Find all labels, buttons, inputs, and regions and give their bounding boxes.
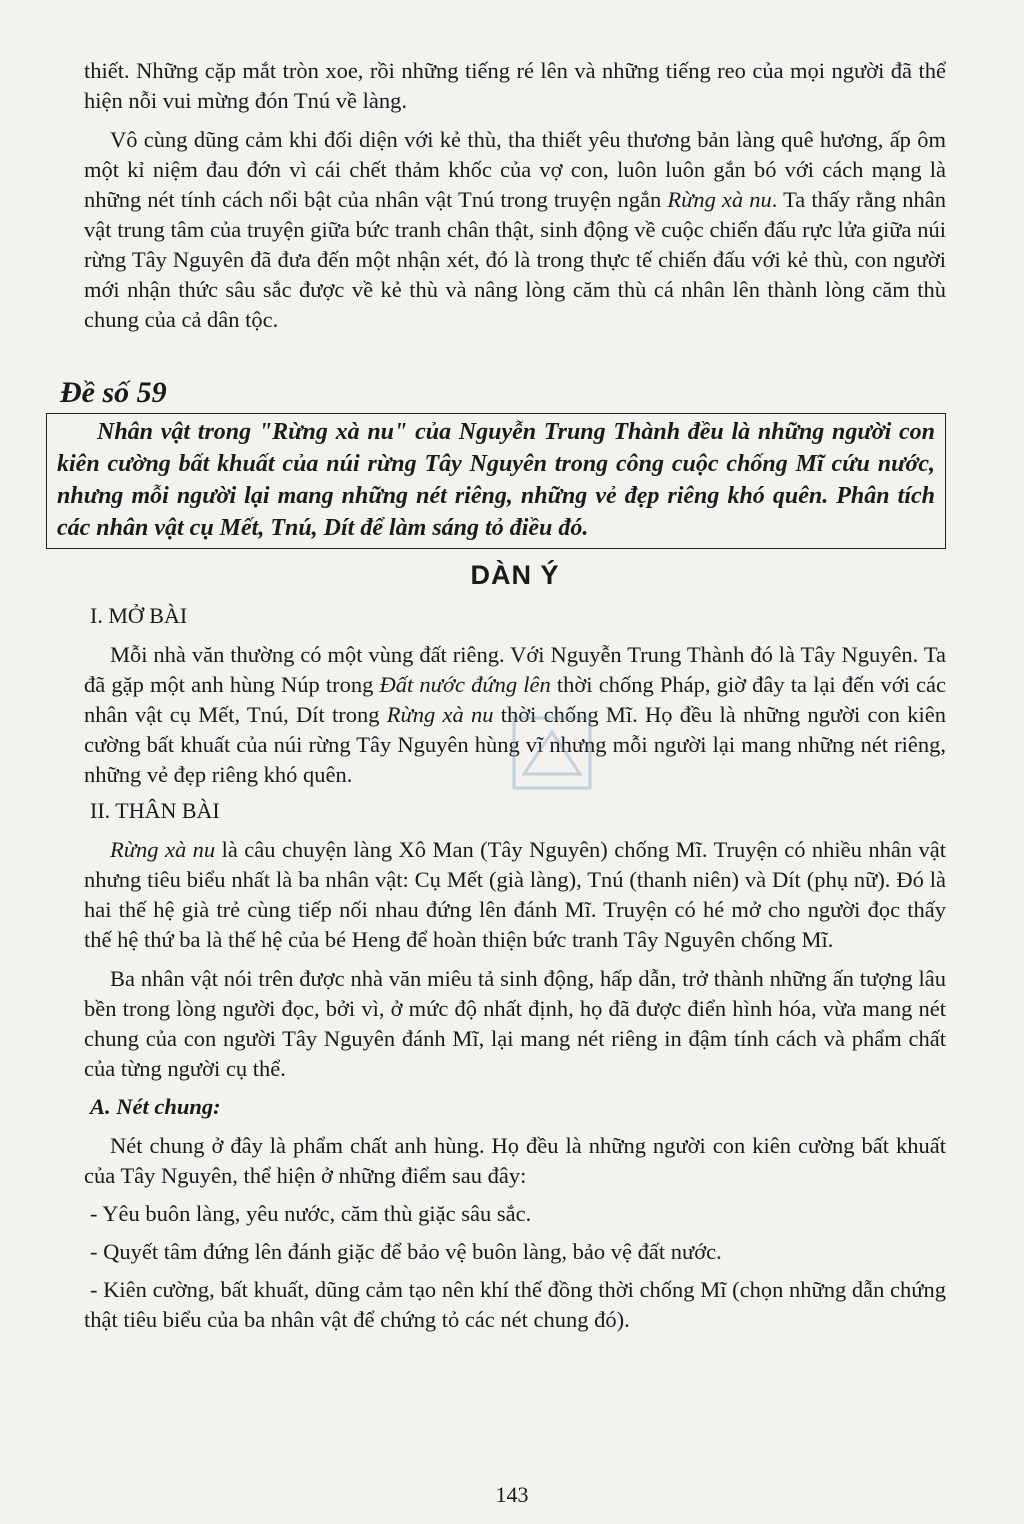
italic-title: Rừng xà nu bbox=[667, 187, 772, 212]
paragraph-body-1 bbox=[84, 835, 946, 955]
text-run: . Ta thấy rằng nhân vật trung tâm của truyện giữa bức tranh chân thật, sinh động về cuộc chiến đấu rực lửa giữa núi rừng Tây Nguyên đã đưa đến một nhận xét, đó là trong thực tế chiến đấu với kẻ thù, con người mới nhận thức sâu sắc được về kẻ thù và nâng lòng căm thù cá nhân lên thành lòng căm thù chung của cả dân tộc. bbox=[84, 187, 946, 332]
italic-title: Rừng xà nu bbox=[110, 837, 216, 862]
paragraph-tnu-summary bbox=[84, 125, 946, 335]
italic-title: Đất nước đứng lên bbox=[379, 672, 551, 697]
list-item: - Kiên cường, bất khuất, dũng cảm tạo nên khí thế đồng thời chống Mĩ (chọn những dẫn chứng thật tiêu biểu của ba nhân vật để chứng tỏ các nét chung đó). bbox=[84, 1277, 946, 1332]
text-run: thời chống Mĩ. Họ đều là những người con kiên cường bất khuất của núi rừng Tây Nguyên hùng vĩ nhưng mỗi người lại mang những nét riêng, những vẻ đẹp riêng khó quên. bbox=[84, 702, 946, 787]
prompt-box bbox=[46, 413, 946, 549]
section-heading-body: II. THÂN BÀI bbox=[90, 798, 220, 823]
section-heading-intro: I. MỞ BÀI bbox=[90, 603, 188, 628]
list-item: - Quyết tâm đứng lên đánh giặc để bảo vệ buôn làng, bảo vệ đất nước. bbox=[90, 1239, 722, 1264]
list-item: - Yêu buôn làng, yêu nước, căm thù giặc sâu sắc. bbox=[90, 1201, 532, 1226]
text-run: Mỗi nhà văn thường có một vùng đất riêng. Với Nguyễn Trung Thành đó là Tây Nguyên. Ta đã gặp một anh hùng Núp trong bbox=[84, 642, 946, 697]
page-number: 143 bbox=[495, 1482, 529, 1507]
outline-heading: DÀN Ý bbox=[470, 560, 560, 590]
page-content bbox=[57, 56, 946, 1335]
paragraph-body-2: Ba nhân vật nói trên được nhà văn miêu tả sinh động, hấp dẫn, trở thành những ấn tượng lâu bền trong lòng người đọc, bởi vì, ở mức độ nhất định, họ đã được điển hình hóa, vừa mang nét chung của con người Tây Nguyên đánh Mĩ, lại mang nét riêng in đậm tính cách và phẩm chất của từng người cụ thể. bbox=[84, 966, 946, 1081]
text-run: là câu chuyện làng Xô Man (Tây Nguyên) chống Mĩ. Truyện có nhiều nhân vật nhưng tiêu biểu nhất là ba nhân vật: Cụ Mết (già làng), Tnú (thanh niên) và Dít (phụ nữ). Đó là hai thế hệ già trẻ cùng tiếp nối nhau đứng lên đánh Mĩ. Truyện có hé mở cho người đọc thấy thế hệ thứ ba là thế hệ của bé Heng để hoàn thiện bức tranh Tây Nguyên chống Mĩ. bbox=[84, 837, 946, 952]
watermark-logo bbox=[510, 714, 594, 792]
text-run: thời chống Pháp, giờ đây ta lại đến với các nhân vật cụ Mết, Tnú, Dít trong bbox=[84, 672, 946, 727]
paragraph-body-3: Nét chung ở đây là phẩm chất anh hùng. Họ đều là những người con kiên cường bất khuất của Tây Nguyên, thể hiện ở những điểm sau đây: bbox=[84, 1133, 946, 1188]
text-run: Vô cùng dũng cảm khi đối diện với kẻ thù, tha thiết yêu thương bản làng quê hương, ấp ôm một kỉ niệm đau đớn vì cái chết thảm khốc của vợ con, luôn luôn gắn bó với cách mạng là những nét tính cách nổi bật của nhân vật Tnú trong truyện ngắn bbox=[84, 127, 946, 212]
prompt-text: Nhân vật trong "Rừng xà nu" của Nguyễn Trung Thành đều là những người con kiên cường bất khuất của núi rừng Tây Nguyên trong công cuộc chống Mĩ cứu nước, nhưng mỗi người lại mang những nét riêng, những vẻ đẹp riêng khó quên. Phân tích các nhân vật cụ Mết, Tnú, Dít để làm sáng tỏ điều đó. bbox=[57, 419, 935, 541]
italic-title: Rừng xà nu bbox=[386, 702, 494, 727]
subheading-common-traits: A. Nét chung: bbox=[90, 1094, 221, 1119]
paragraph-continuation: thiết. Những cặp mắt tròn xoe, rồi những tiếng ré lên và những tiếng reo của mọi người đã thể hiện nỗi vui mừng đón Tnú về làng. bbox=[84, 58, 946, 113]
exercise-title: Đề số 59 bbox=[60, 376, 167, 409]
